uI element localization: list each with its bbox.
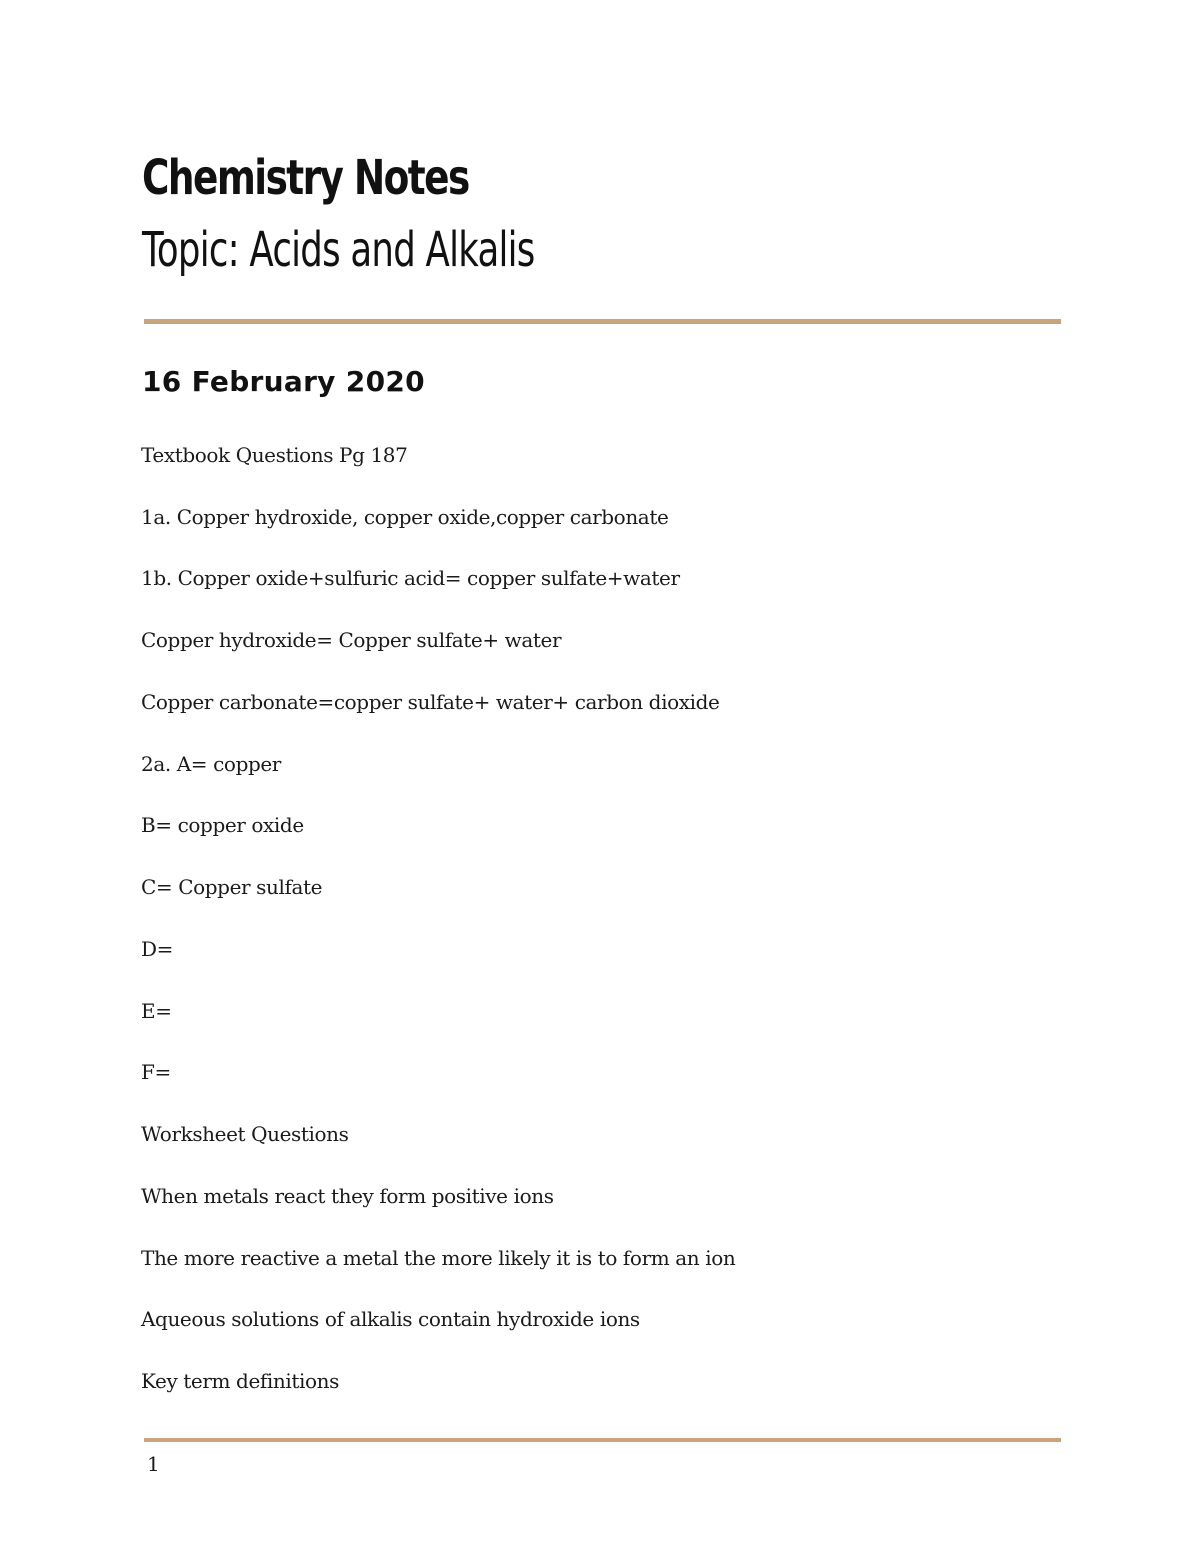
- header-divider: [144, 319, 1061, 324]
- note-line: Key term definitions: [141, 1369, 339, 1393]
- note-line: Copper hydroxide= Copper sulfate+ water: [141, 628, 562, 652]
- note-line: Aqueous solutions of alkalis contain hydroxide ions: [141, 1307, 640, 1331]
- footer-divider: [144, 1438, 1061, 1442]
- note-line: Worksheet Questions: [141, 1122, 349, 1146]
- document-title: Chemistry Notes: [142, 150, 469, 206]
- note-line: The more reactive a metal the more likely it is to form an ion: [141, 1246, 736, 1270]
- note-line: 1b. Copper oxide+sulfuric acid= copper sulfate+water: [141, 566, 680, 590]
- page-number: 1: [147, 1452, 160, 1476]
- note-line: E=: [141, 999, 172, 1023]
- note-line: Textbook Questions Pg 187: [141, 443, 408, 467]
- note-line: 1a. Copper hydroxide, copper oxide,copper carbonate: [141, 505, 669, 529]
- document-subtitle: Topic: Acids and Alkalis: [142, 222, 535, 278]
- note-line: C= Copper sulfate: [141, 875, 323, 899]
- note-line: When metals react they form positive ions: [141, 1184, 554, 1208]
- note-line: F=: [141, 1060, 171, 1084]
- note-line: D=: [141, 937, 173, 961]
- note-line: 2a. A= copper: [141, 752, 281, 776]
- date-heading: 16 February 2020: [142, 365, 425, 398]
- note-line: Copper carbonate=copper sulfate+ water+ carbon dioxide: [141, 690, 720, 714]
- note-line: B= copper oxide: [141, 813, 304, 837]
